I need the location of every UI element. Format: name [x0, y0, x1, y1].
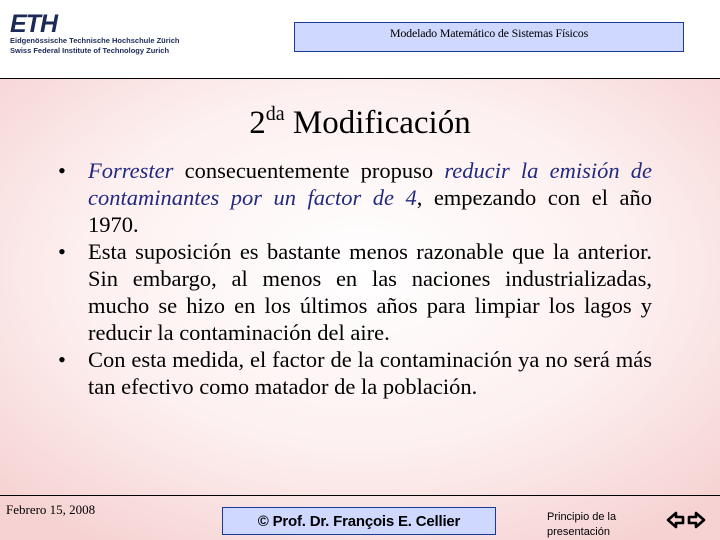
bullet-text: consecuentemente propuso: [173, 158, 445, 183]
slide-title: [0, 92, 720, 145]
emphasis-reduction: reducir la emisión de contaminantes por un factor de 4: [88, 158, 653, 210]
bullet-text: , empezando con el año 1970.: [88, 185, 652, 237]
course-title: Modelado Matemático de Sistemas Físicos: [389, 26, 589, 40]
home-link[interactable]: Principio de la presentación: [547, 511, 617, 538]
header-divider: [0, 78, 720, 79]
author-name: © Prof. Dr. François E. Cellier: [257, 512, 461, 530]
bullet-text: Esta suposición es bastante menos razonable que la anterior. Sin embargo, al menos en las naciones industrializadas, mucho se hizo en los últimos años para limpiar los lagos y reducir la contaminación del aire.: [88, 239, 652, 345]
bullet-dot: •: [58, 347, 66, 372]
eth-logo-line-german: Eidgenössische Technische Hochschule Zürich: [10, 36, 180, 45]
slide-content: [58, 157, 652, 400]
slide-title-superscript: da: [265, 103, 285, 125]
bullet-dot: •: [58, 239, 66, 264]
emphasis-forrester: Forrester: [88, 158, 174, 183]
eth-logo: [10, 12, 180, 56]
course-title-box: [294, 22, 684, 52]
bullet-list: [58, 157, 652, 400]
bullet-item-2: [58, 238, 652, 346]
footer-divider: [0, 495, 720, 496]
slide-title-number: 2: [249, 105, 266, 141]
bullet-dot: •: [58, 158, 66, 183]
eth-logo-line-english: Swiss Federal Institute of Technology Zurich: [10, 46, 170, 55]
back-forward-arrows-icon[interactable]: [666, 509, 706, 531]
bullet-text: Con esta medida, el factor de la contaminación ya no será más tan efectivo como matador de la población.: [88, 347, 652, 399]
author-box: [222, 507, 496, 535]
bullet-item-1: [58, 157, 652, 238]
eth-logo-mark: ETH: [10, 10, 57, 38]
bullet-item-3: [58, 346, 652, 400]
slide-title-text: Modificación: [292, 105, 471, 141]
footer-date: Febrero 15, 2008: [6, 502, 96, 517]
